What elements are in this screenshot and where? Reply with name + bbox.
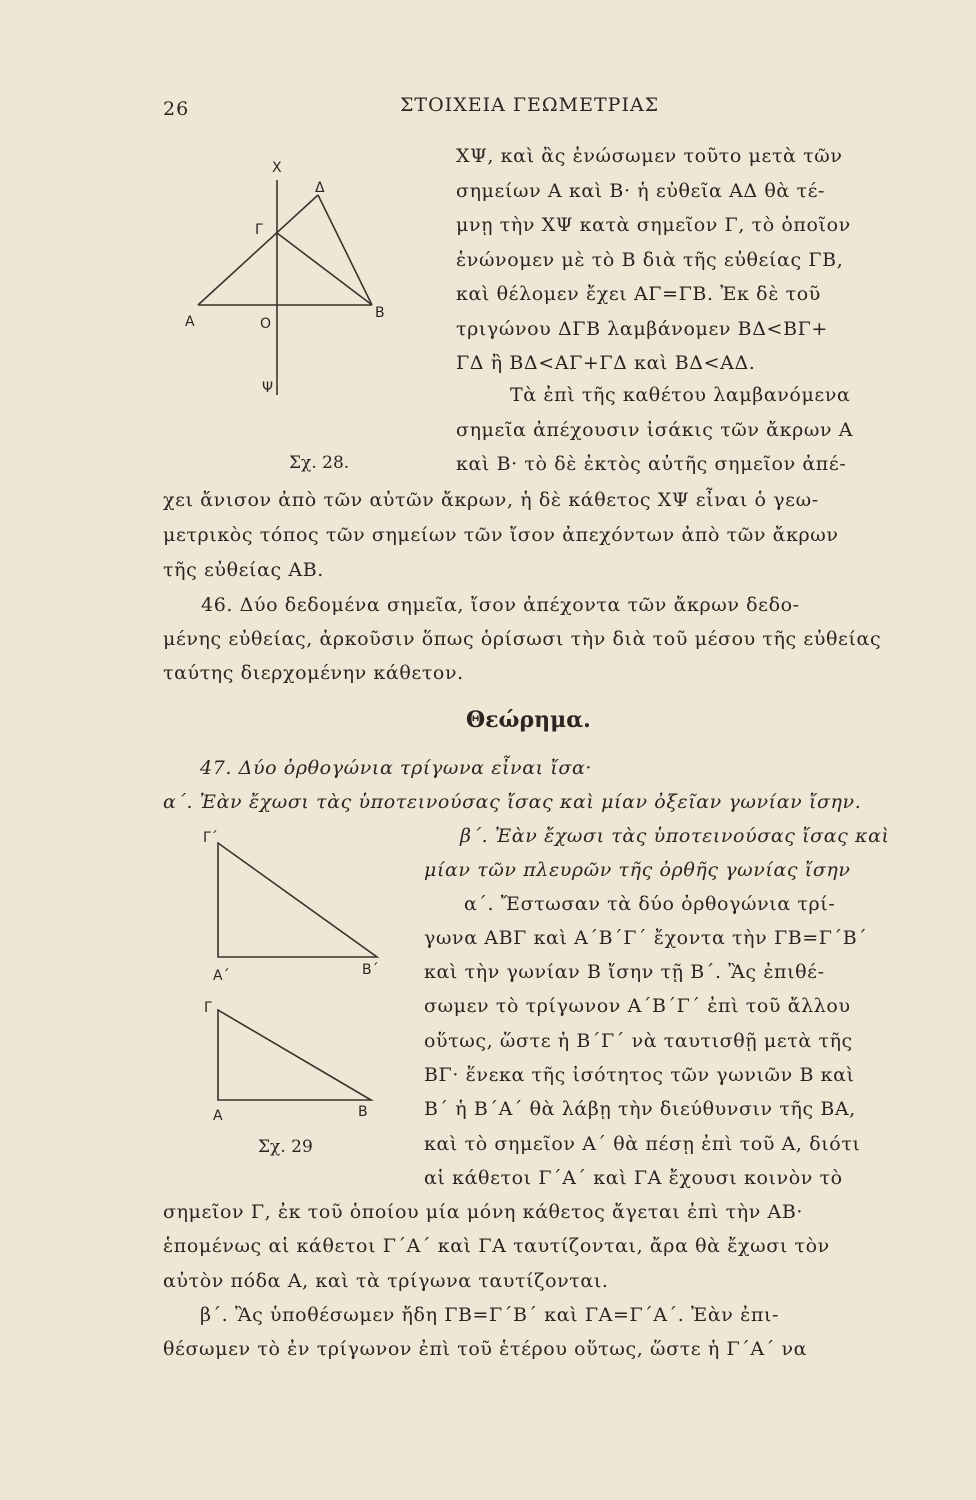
label-b-prime: B΄ bbox=[362, 962, 379, 978]
line-db bbox=[318, 195, 372, 305]
text-line: θέσωμεν τὸ ἐν τρίγωνον ἐπὶ τοῦ ἑτέρου οὕτως, ὥστε ἡ Γ΄Α΄ να bbox=[163, 1338, 808, 1360]
label-gamma-prime: Γ΄ bbox=[203, 830, 218, 846]
text-line: καὶ θέλομεν ἔχει ΑΓ=ΓΒ. Ἐκ δὲ τοῦ bbox=[456, 283, 821, 305]
text-line: γωνα ΑΒΓ καὶ Α΄Β΄Γ΄ ἔχοντα τὴν ΓΒ=Γ΄Β΄ bbox=[424, 927, 868, 949]
text-line: ἑπομένως αἱ κάθετοι Γ΄Α΄ καὶ ΓΑ ταυτίζονται, ἄρα θὰ ἔχωσι τὸν bbox=[163, 1235, 830, 1257]
text-line: ἑνώνομεν μὲ τὸ Β διὰ τῆς εὐθείας ΓΒ, bbox=[456, 249, 844, 271]
label-o: O bbox=[260, 316, 272, 332]
text-line: αὐτὸν πόδα Α, καὶ τὰ τρίγωνα ταυτίζονται. bbox=[163, 1270, 609, 1292]
running-title: ΣΤΟΙΧΕΙΑ ΓΕΩΜΕΤΡΙΑΣ bbox=[400, 94, 660, 116]
page-number: 26 bbox=[163, 98, 190, 120]
text-line: ΒΓ· ἕνεκα τῆς ἰσότητος τῶν γωνιῶν Β καὶ bbox=[424, 1064, 855, 1086]
text-line: αἱ κάθετοι Γ΄Α΄ καὶ ΓΑ ἔχουσι κοινὸν τὸ bbox=[424, 1167, 843, 1189]
theorem-heading: Θεώρημα. bbox=[466, 707, 591, 733]
text-line: 46. Δύο δεδομένα σημεῖα, ἴσον ἀπέχοντα τῶν ἄκρων δεδο- bbox=[201, 594, 800, 616]
text-line: μένης εὐθείας, ἀρκοῦσιν ὅπως ὁρίσωσι τὴν διὰ τοῦ μέσου τῆς εὐθείας bbox=[163, 628, 882, 650]
text-line: οὕτως, ὥστε ἡ Β΄Γ΄ νὰ ταυτισθῇ μετὰ τῆς bbox=[424, 1030, 853, 1052]
text-line: ΓΔ ἢ ΒΔ<ΑΓ+ΓΔ καὶ ΒΔ<ΑΔ. bbox=[456, 352, 756, 374]
text-line: Τὰ ἐπὶ τῆς καθέτου λαμβανόμενα bbox=[510, 384, 851, 406]
label-gamma: Γ bbox=[255, 222, 263, 238]
theorem-line: β΄. Ἐὰν ἔχωσι τὰς ὑποτεινούσας ἴσας καὶ bbox=[460, 825, 890, 847]
label-a: A bbox=[185, 314, 195, 330]
text-line: τριγώνου ΔΓΒ λαμβάνομεν ΒΔ<ΒΓ+ bbox=[456, 318, 828, 340]
text-line: σημείων Α καὶ Β· ἡ εὐθεῖα ΑΔ θὰ τέ- bbox=[456, 180, 826, 202]
triangle-abg bbox=[218, 1010, 371, 1100]
text-line: α΄. Ἔστωσαν τὰ δύο ὀρθογώνια τρί- bbox=[464, 893, 836, 915]
label-b-2: B bbox=[358, 1104, 368, 1120]
text-line: τῆς εὐθείας ΑΒ. bbox=[163, 559, 324, 581]
text-line: ΧΨ, καὶ ἂς ἑνώσωμεν τοῦτο μετὰ τῶν bbox=[456, 145, 843, 167]
text-line: σωμεν τὸ τρίγωνον Α΄Β΄Γ΄ ἐπὶ τοῦ ἄλλου bbox=[424, 995, 851, 1017]
text-line: Β΄ ἡ Β΄Α΄ θὰ λάβῃ τὴν διεύθυνσιν τῆς ΒΑ, bbox=[424, 1098, 856, 1120]
label-b: B bbox=[375, 305, 385, 321]
text-line: καὶ τὴν γωνίαν Β ἴσην τῇ Β΄. Ἂς ἐπιθέ- bbox=[424, 961, 825, 983]
label-delta: Δ bbox=[315, 180, 325, 196]
theorem-line: α΄. Ἐὰν ἔχωσι τὰς ὑποτεινούσας ἴσας καὶ μίαν ὀξεῖαν γωνίαν ἴσην. bbox=[163, 791, 862, 813]
label-psi: Ψ bbox=[262, 380, 274, 396]
text-line: ταύτης διερχομένην κάθετον. bbox=[163, 662, 464, 684]
figure-28-caption: Σχ. 28. bbox=[289, 453, 350, 473]
text-line: χει ἄνισον ἀπὸ τῶν αὐτῶν ἄκρων, ἡ δὲ κάθετος ΧΨ εἶναι ὁ γεω- bbox=[163, 489, 819, 511]
label-gamma-2: Γ bbox=[204, 1000, 212, 1016]
text-line: καὶ Β· τὸ δὲ ἐκτὸς αὐτῆς σημεῖον ἀπέ- bbox=[456, 453, 847, 475]
theorem-line: μίαν τῶν πλευρῶν τῆς ὀρθῆς γωνίας ἴσην bbox=[424, 859, 851, 881]
text-line: μετρικὸς τόπος τῶν σημείων τῶν ἴσον ἀπεχόντων ἀπὸ τῶν ἄκρων bbox=[163, 524, 839, 546]
text-line: μνῃ τὴν ΧΨ κατὰ σημεῖον Γ, τὸ ὁποῖον bbox=[456, 214, 851, 236]
label-x: X bbox=[272, 160, 282, 176]
triangle-a1b1g1 bbox=[218, 843, 377, 957]
label-a-prime: A΄ bbox=[213, 968, 230, 984]
text-line: σημεῖα ἀπέχουσιν ἰσάκις τῶν ἄκρων Α bbox=[456, 419, 854, 441]
figure-29-caption: Σχ. 29 bbox=[258, 1137, 313, 1157]
line-gb bbox=[277, 233, 372, 305]
theorem-line: 47. Δύο ὀρθογώνια τρίγωνα εἶναι ἴσα· bbox=[200, 757, 593, 779]
text-line: καὶ τὸ σημεῖον Α΄ θὰ πέσῃ ἐπὶ τοῦ Α, διότι bbox=[424, 1133, 861, 1155]
text-line: σημεῖον Γ, ἐκ τοῦ ὁποίου μία μόνη κάθετος ἄγεται ἐπὶ τὴν ΑΒ· bbox=[163, 1201, 804, 1223]
label-a-2: A bbox=[213, 1108, 223, 1124]
text-line: β΄. Ἂς ὑποθέσωμεν ἤδη ΓΒ=Γ΄Β΄ καὶ ΓΑ=Γ΄Α΄. Ἐὰν ἐπι- bbox=[200, 1304, 780, 1326]
